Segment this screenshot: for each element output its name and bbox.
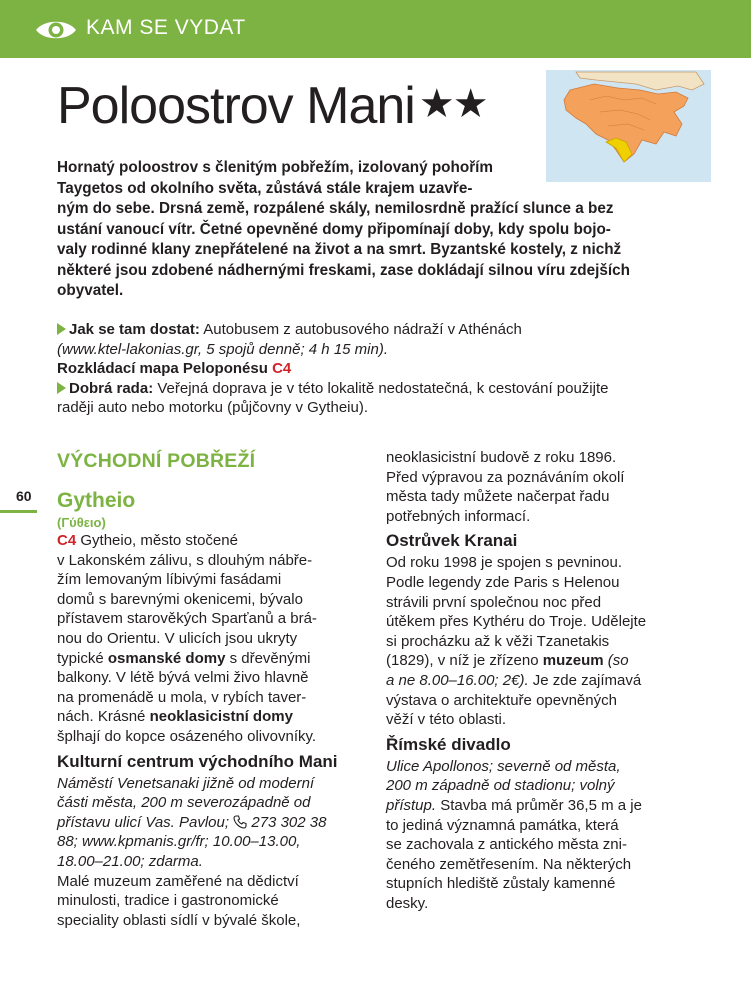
map-reference-code: C4: [57, 532, 77, 549]
section-header-bar: [0, 0, 751, 58]
text-line: domů s barevnými okenicemi, bývalo: [57, 590, 303, 608]
gytheio-paragraph: [57, 531, 357, 747]
intro-line: Taygetos od okolního světa, zůstává stále krajem uzavře-: [57, 179, 473, 197]
intro-line: ným do sebe. Drsná země, rozpálené skály, nemilosrdně pražící slunce a bez: [57, 200, 614, 217]
text-line: města tady můžete načerpat řadu: [386, 488, 610, 506]
intro-paragraph: [57, 158, 697, 302]
cultural-center-paragraph: [57, 872, 357, 931]
map-reference-code: C4: [272, 360, 292, 378]
text-line: [386, 671, 686, 691]
getting-there-line: [57, 320, 717, 340]
text-fragment: přístavu ulicí Vas. Pavlou;: [57, 813, 234, 831]
text-line: [57, 707, 357, 727]
text-line: čeného zemětřesením. Na některých: [386, 855, 632, 873]
eye-icon: [34, 18, 78, 42]
text-fragment: a ne 8.00–16.00; 2€).: [386, 671, 529, 689]
text-line: Malé muzeum zaměřené na dědictví: [57, 872, 299, 890]
tip-text-continued: raději auto nebo motorku (půjčovny v Gytheiu).: [57, 399, 368, 417]
tip-text: Veřejná doprava je v této lokalitě nedostatečná, k cestování použijte: [157, 379, 609, 397]
text-fragment: (1829), v níž je zřízeno: [386, 652, 543, 670]
page-number: 60: [16, 488, 32, 504]
text-fragment: s dřevěnými: [225, 649, 311, 667]
map-reference-label: Rozkládací mapa Peloponésu: [57, 360, 268, 378]
text-line: 200 m západně od stadionu; volný: [386, 777, 615, 795]
text-line: si procházku až k věži Tzanetakis: [386, 632, 610, 650]
text-line: výstava o architektuře opevněných: [386, 691, 617, 709]
text-line: útěkem přes Kythéru do Troje. Udělejte: [386, 613, 647, 631]
tip-label: Dobrá rada:: [69, 379, 154, 397]
tip-line: [57, 379, 717, 399]
roman-theatre-paragraph: [386, 757, 686, 914]
intro-line: ustání vanoucí vítr. Četné opevněné domy připomínají doby, kdy spolu bojo-: [57, 220, 611, 238]
highlight-term: osmanské domy: [107, 649, 226, 667]
text-fragment: typické: [57, 649, 108, 667]
text-line: [386, 796, 686, 816]
text-line: speciality oblasti sídlí v bývalé škole,: [57, 911, 301, 929]
phone-icon: [233, 815, 247, 829]
subheading-roman-theatre: Římské divadlo: [386, 734, 511, 754]
left-column: [57, 448, 357, 930]
section-label: KAM SE VYDAT: [86, 16, 246, 39]
getting-there-text: Autobusem z autobusového nádraží v Athénách: [203, 321, 522, 338]
text-line: neoklasicistní budově z roku 1896.: [386, 449, 617, 466]
text-line: [57, 813, 357, 833]
intro-line: obyvatel.: [57, 282, 124, 299]
text-line: strávili první společnou noc před: [386, 593, 602, 611]
text-line: Podle legendy zde Paris s Helenou: [386, 573, 620, 591]
text-line: desky.: [386, 894, 429, 912]
text-line: na promenádě u mola, v rybích taver-: [57, 688, 307, 706]
text-line: potřebných informací.: [386, 507, 531, 525]
subheading-kranai: Ostrůvek Kranai: [386, 531, 518, 551]
triangle-bullet-icon: [57, 382, 66, 394]
text-fragment: Stavba má průměr 36,5 m a je: [436, 796, 642, 814]
cultural-center-address: [57, 774, 357, 872]
text-line: nou do Orientu. V ulicích jsou ukryty: [57, 629, 298, 647]
text-line: [57, 649, 357, 669]
text-fragment: Je zde zajímavá: [528, 671, 642, 689]
practical-info: [57, 320, 717, 418]
text-line: 18.00–21.00; zdarma.: [57, 852, 203, 870]
text-fragment: Gytheio, město stočené: [76, 532, 238, 549]
text-line: Náměstí Venetsanaki jižně od moderní: [57, 774, 315, 792]
text-line: přístavem starověkých Sparťanů a brá-: [57, 610, 317, 628]
place-name: Gytheio: [57, 489, 136, 512]
phone-number: 273 302 38: [251, 813, 327, 831]
page-number-rule: [0, 510, 37, 513]
text-line: se zachovala z antického města zni-: [386, 836, 627, 854]
text-line: žím lemovaným líbivými fasádami: [57, 571, 282, 589]
text-line: věží v této oblasti.: [386, 711, 507, 729]
triangle-bullet-icon: [57, 323, 66, 335]
highlight-term: muzeum: [542, 652, 604, 670]
intro-line: některé jsou zdobené nádhernými freskami, zase dokládají silnou víru zdejších: [57, 261, 630, 279]
text-line: Ulice Apollonos; severně od města,: [386, 757, 621, 775]
text-line: části města, 200 m severozápadně od: [57, 794, 311, 812]
getting-there-detail: (www.ktel-lakonias.gr, 5 spojů denně; 4 h 15 min).: [57, 340, 389, 358]
section-heading: VÝCHODNÍ POBŘEŽÍ: [57, 450, 256, 472]
text-line: Od roku 1998 je spojen s pevninou.: [386, 554, 622, 572]
text-fragment: přístup.: [386, 796, 437, 814]
place-name-greek: (Γύθειο): [57, 515, 106, 530]
text-line: 88; www.kpmanis.gr/fr; 10.00–13.00,: [57, 833, 301, 851]
cultural-center-paragraph-continued: [386, 448, 686, 526]
rating-stars: ★★: [418, 82, 487, 126]
page-title: [57, 78, 487, 135]
text-line: minulosti, tradice i gastronomické: [57, 892, 279, 910]
text-line: to jediná významná památka, která: [386, 816, 619, 834]
text-line: balkony. V létě bývá velmi živo hlavně: [57, 669, 309, 687]
page-title-text: Poloostrov Mani: [57, 77, 415, 135]
intro-line: valy rodinné klany znepřátelené na život a na smrt. Byzantské kostely, z nichž: [57, 241, 622, 258]
text-line: Před výpravou za poznáváním okolí: [386, 468, 625, 486]
text-line: [57, 531, 357, 551]
getting-there-label: Jak se tam dostat:: [69, 321, 200, 338]
subheading-cultural-center: Kulturní centrum východního Mani: [57, 751, 338, 771]
right-column: [386, 448, 686, 913]
text-line: v Lakonském zálivu, s dlouhým nábře-: [57, 551, 313, 569]
text-line: [386, 651, 686, 671]
highlight-term: neoklasicistní domy: [149, 708, 293, 726]
map-reference-line: [57, 359, 717, 379]
text-fragment: (so: [603, 652, 629, 670]
text-line: šplhají do kopce osázeného olivovníky.: [57, 727, 317, 745]
kranai-paragraph: [386, 553, 686, 729]
intro-line: Hornatý poloostrov s členitým pobřežím, izolovaný pohořím: [57, 159, 494, 176]
text-fragment: nách. Krásné: [57, 708, 150, 726]
text-line: stupních hlediště zůstaly kamenné: [386, 875, 616, 893]
